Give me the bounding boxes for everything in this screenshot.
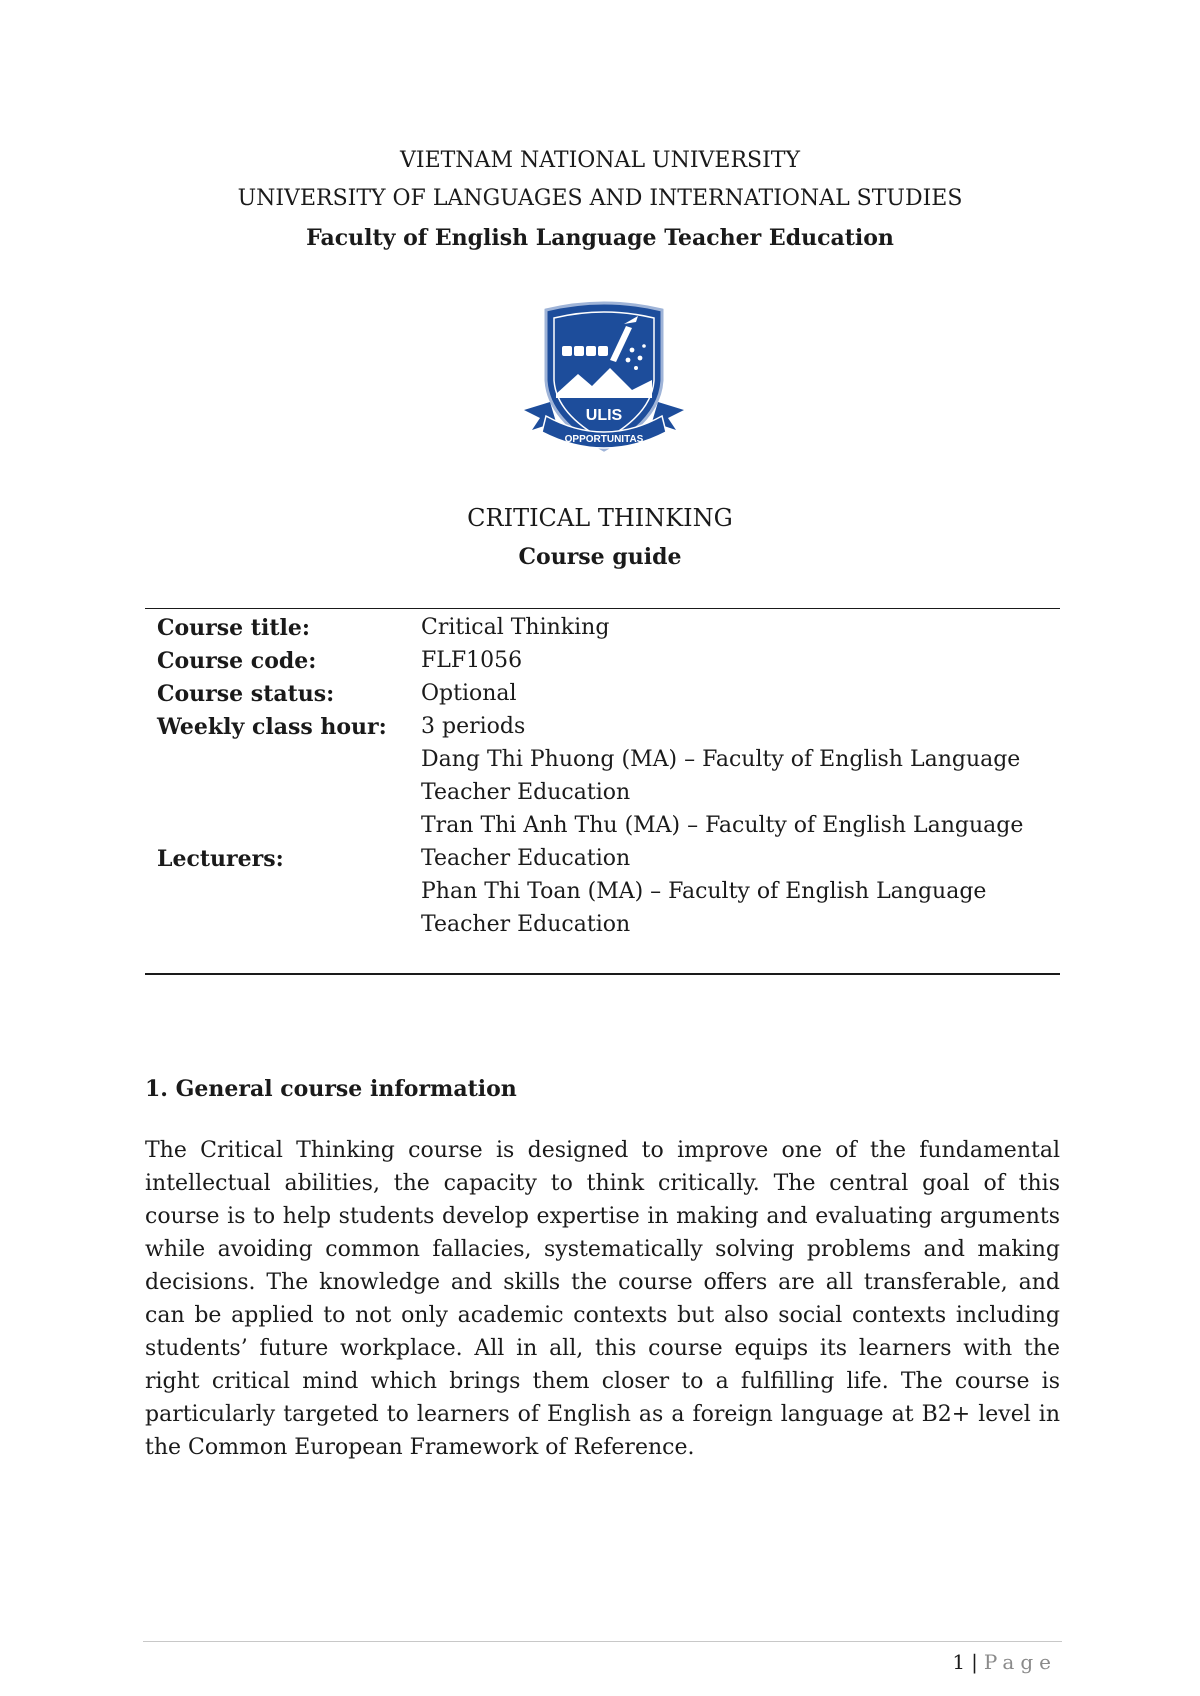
footer-divider — [143, 1641, 1062, 1642]
page-number: 1 — [952, 1650, 966, 1674]
faculty-name: Faculty of English Language Teacher Education — [306, 225, 894, 251]
course-title-heading: CRITICAL THINKING — [467, 504, 733, 532]
course-status-label: Course status: — [157, 681, 335, 707]
lecturer-line: Teacher Education — [421, 912, 631, 937]
course-title-label: Course title: — [157, 615, 310, 641]
school-name: UNIVERSITY OF LANGUAGES AND INTERNATIONAL STUDIES — [237, 186, 963, 211]
course-info-table — [145, 608, 1060, 975]
lecturers-label: Lecturers: — [157, 846, 284, 872]
section-heading: 1. General course information — [145, 1076, 517, 1102]
lecturer-line: Teacher Education — [421, 780, 631, 805]
course-code-value: FLF1056 — [421, 648, 523, 673]
logo-text-ulis: ULIS — [585, 407, 623, 424]
lecturer-line: Teacher Education — [421, 846, 631, 871]
page-label: Page — [983, 1650, 1057, 1674]
university-name: VIETNAM NATIONAL UNIVERSITY — [400, 148, 800, 173]
weekly-hours-value: 3 periods — [421, 714, 526, 739]
section-paragraph: The Critical Thinking course is designed to improve one of the fundamental intellectual abilities, the capacity to think critically. The central goal of this course is to help students develop expertise in making and evaluating arguments while avoiding common fallacies, systematically solving problems and making decisions. The knowledge and skills the course offers are all transferable, and can be applied to not only academic contexts but also social contexts including students’ future workplace. All in all, this course equips its learners with the right critical mind which brings them closer to a fulfilling life. The course is particularly targeted to learners of English as a foreign language at B2+ level in the Common European Framework of Reference. — [145, 1138, 1060, 1460]
page-footer — [952, 1650, 1057, 1674]
lecturer-line: Phan Thi Toan (MA) – Faculty of English Language — [421, 879, 987, 904]
course-title-value: Critical Thinking — [421, 615, 610, 640]
logo-text-motto: OPPORTUNITAS — [564, 434, 644, 445]
course-code-label: Course code: — [157, 648, 317, 674]
lecturer-line: Tran Thi Anh Thu (MA) – Faculty of English Language — [421, 813, 1024, 838]
ulis-logo — [520, 298, 688, 458]
course-status-value: Optional — [421, 681, 517, 706]
weekly-hours-label: Weekly class hour: — [157, 714, 387, 740]
footer-separator: | — [971, 1650, 978, 1674]
course-subtitle: Course guide — [518, 544, 682, 570]
lecturer-line: Dang Thi Phuong (MA) – Faculty of English Language — [421, 747, 1021, 772]
